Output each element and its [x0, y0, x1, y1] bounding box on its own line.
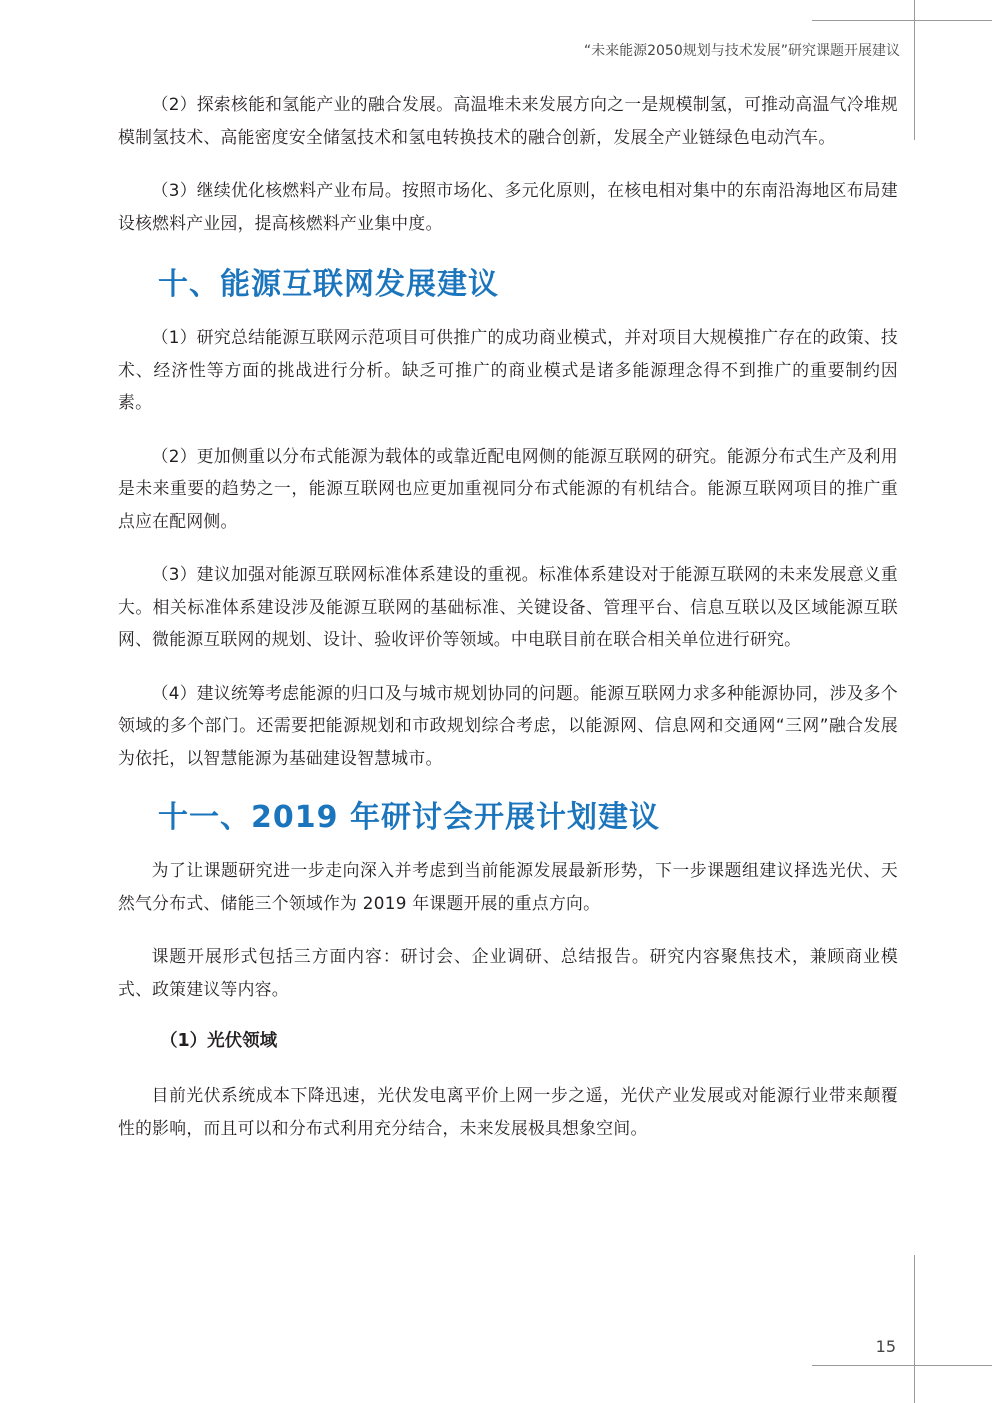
paragraph: （2）探索核能和氢能产业的融合发展。高温堆未来发展方向之一是规模制氢，可推动高温气冷堆规模制氢技术、高能密度安全储氢技术和氢电转换技术的融合创新，发展全产业链绿色电动汽车。 — [118, 94, 898, 147]
paragraph: （3）继续优化核燃料产业布局。按照市场化、多元化原则，在核电相对集中的东南沿海地区布局建设核燃料产业园，提高核燃料产业集中度。 — [118, 180, 898, 233]
paragraph: 课题开展形式包括三方面内容：研讨会、企业调研、总结报告。研究内容聚焦技术，兼顾商业模式、政策建议等内容。 — [118, 946, 898, 999]
page-content — [118, 88, 898, 1144]
paragraph: 为了让课题研究进一步走向深入并考虑到当前能源发展最新形势，下一步课题组建议择选光伏、天然气分布式、储能三个领域作为 2019 年课题开展的重点方向。 — [118, 860, 898, 913]
bottom-right-vertical-rule — [914, 1255, 915, 1403]
paragraph: （3）建议加强对能源互联网标准体系建设的重视。标准体系建设对于能源互联网的未来发展意义重大。相关标准体系建设涉及能源互联网的基础标准、关键设备、管理平台、信息互联以及区域能源互联网、微能源互联网的规划、设计、验收评价等领域。中电联目前在联合相关单位进行研究。 — [118, 564, 898, 649]
page-number: 15 — [875, 1337, 896, 1356]
running-header: “未来能源2050规划与技术发展”研究课题开展建议 — [583, 43, 900, 59]
section-heading: 十一、2019 年研讨会开展计划建议 — [158, 800, 660, 835]
paragraph: （4）建议统筹考虑能源的归口及与城市规划协同的问题。能源互联网力求多种能源协同，涉及多个领域的多个部门。还需要把能源规划和市政规划综合考虑，以能源网、信息网和交通网“三网”融合发展为依托，以智慧能源为基础建设智慧城市。 — [118, 682, 898, 768]
paragraph: （1）研究总结能源互联网示范项目可供推广的成功商业模式，并对项目大规模推广存在的政策、技术、经济性等方面的挑战进行分析。缺乏可推广的商业模式是诸多能源理念得不到推广的重要制约因素。 — [118, 327, 898, 412]
section-heading: 十、能源互联网发展建议 — [158, 267, 499, 302]
bottom-right-horizontal-rule — [812, 1365, 992, 1366]
top-right-horizontal-rule — [812, 20, 992, 21]
paragraph: 目前光伏系统成本下降迅速，光伏发电离平价上网一步之遥，光伏产业发展或对能源行业带来颠覆性的影响，而且可以和分布式利用充分结合，未来发展极具想象空间。 — [118, 1085, 898, 1138]
subsection-heading: （1）光伏领域 — [160, 1031, 278, 1051]
paragraph: （2）更加侧重以分布式能源为载体的或靠近配电网侧的能源互联网的研究。能源分布式生产及利用是未来重要的趋势之一，能源互联网也应更加重视同分布式能源的有机结合。能源互联网项目的推广重点应在配网侧。 — [118, 445, 898, 531]
top-right-vertical-rule — [914, 0, 915, 140]
